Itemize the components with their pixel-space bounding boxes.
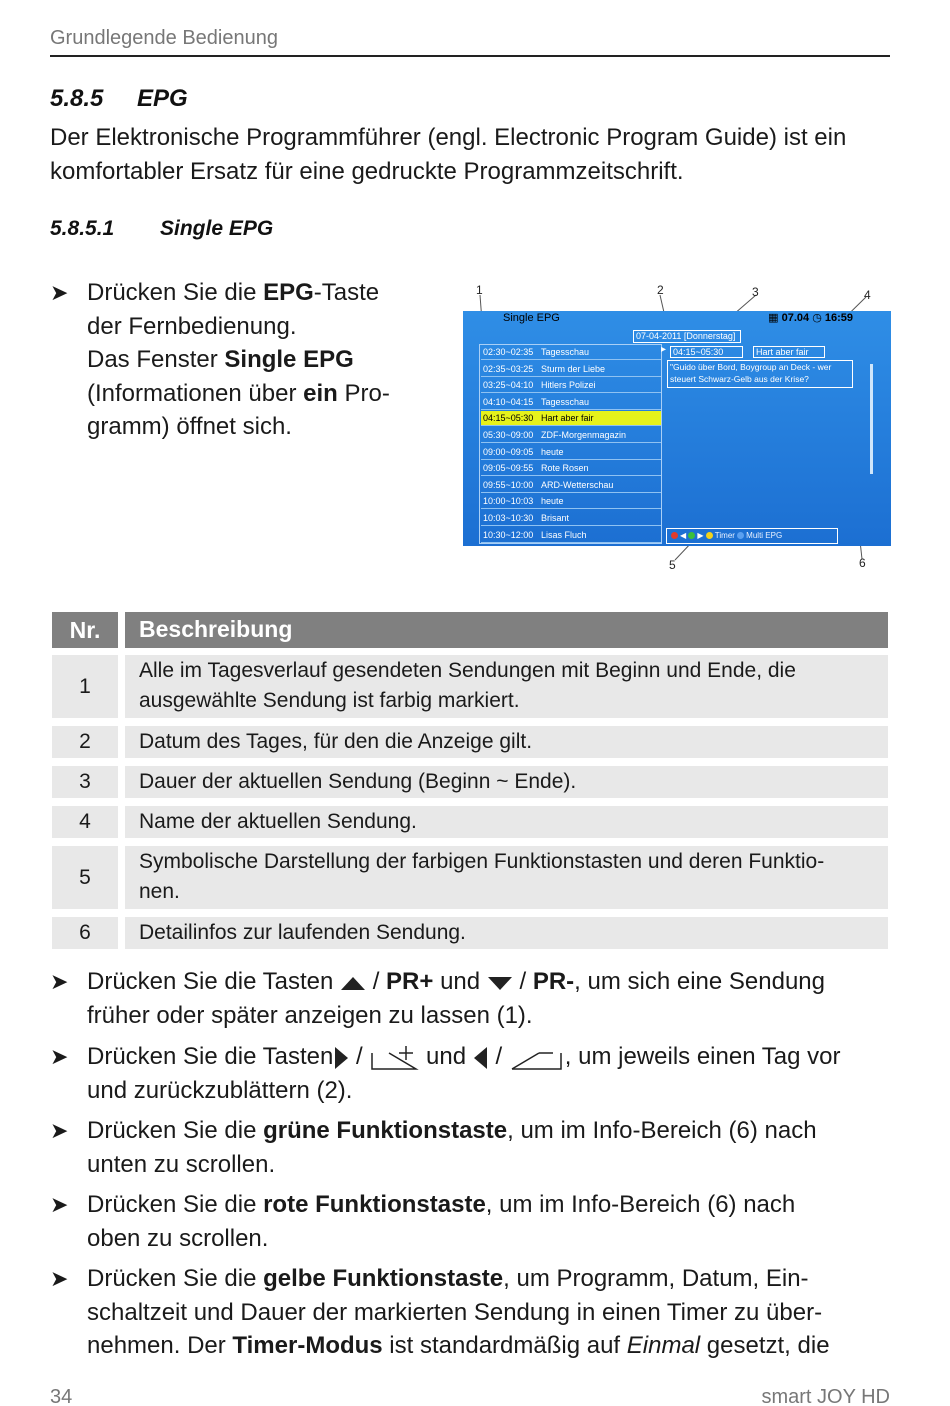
row-description: Alle im Tagesverlauf gesendeten Sendungen mit Beginn und Ende, die ausgewählte Sendung ist farbig markiert. — [125, 655, 888, 718]
arrow-bullet-icon: ➤ — [50, 1192, 69, 1217]
triangle-up-icon — [340, 975, 366, 991]
callout-6: 6 — [859, 556, 866, 570]
row-description: Detailinfos zur laufenden Sendung. — [125, 917, 888, 949]
section-number: 5.8.5 — [50, 85, 104, 112]
triangle-left-icon — [473, 1046, 489, 1070]
right-arrow-icon: ▶ — [697, 531, 704, 540]
event-row[interactable]: 09:05~09:55 Rote Rosen — [481, 461, 661, 476]
single-epg-screenshot — [463, 283, 893, 573]
section-title: EPG — [137, 85, 188, 112]
bullet1-line: (Informationen über ein Pro- — [87, 379, 390, 407]
header-description: Beschreibung — [125, 612, 888, 648]
callout-5: 5 — [669, 558, 676, 572]
row-number: 3 — [52, 766, 118, 798]
event-row[interactable]: 05:30~09:00 ZDF-Morgenmagazin — [481, 428, 661, 443]
row-number: 1 — [52, 655, 118, 718]
row-number: 4 — [52, 806, 118, 838]
triangle-right-icon — [333, 1046, 349, 1070]
info-scrollbar — [870, 364, 873, 474]
arrow-bullet-icon: ➤ — [50, 1118, 69, 1143]
event-row[interactable]: 09:00~09:05 heute — [481, 445, 661, 460]
product-name: smart JOY HD — [761, 1386, 890, 1406]
row-number: 5 — [52, 846, 118, 909]
event-duration: 04:15~05:30 — [670, 346, 743, 358]
arrow-bullet-icon: ➤ — [50, 1044, 69, 1069]
callout-2: 2 — [657, 283, 664, 297]
intro-line-1: Der Elektronische Programmführer (engl. Electronic Program Guide) ist ein — [50, 124, 847, 151]
row-description: Datum des Tages, für den die Anzeige gilt. — [125, 726, 888, 758]
event-row[interactable]: 03:25~04:10 Hitlers Polizei — [481, 378, 661, 393]
screen-title: Single EPG — [503, 312, 560, 324]
bullet-press-epg — [50, 276, 430, 446]
bullet1-line: gramm) öffnet sich. — [87, 413, 292, 440]
header-nr: Nr. — [52, 612, 118, 648]
page-plus-icon — [369, 1045, 419, 1071]
row-description: Name der aktuellen Sendung. — [125, 806, 888, 838]
row-description: Symbolische Darstellung der farbigen Funktionstasten und deren Funktio- nen. — [125, 846, 888, 909]
bullet1-line: Drücken Sie die EPG-Taste — [87, 279, 380, 306]
bullet1-line: Das Fenster Single EPG — [87, 346, 354, 373]
event-info: "Guido über Bord, Boygroup an Deck - wer steuert Schwarz-Gelb aus der Krise? — [667, 360, 853, 388]
event-row[interactable]: 02:35~03:25 Sturm der Liebe — [481, 362, 661, 377]
callout-3: 3 — [752, 285, 759, 299]
tv-screen — [463, 311, 891, 546]
event-row[interactable]: 10:30~12:00 Lisas Fluch — [481, 528, 661, 543]
play-marker-icon: ▸ — [661, 344, 667, 355]
screen-clock: ▦ 07.04 ◷ 16:59 — [768, 312, 853, 324]
callout-1: 1 — [476, 283, 483, 297]
header-rule — [50, 55, 890, 57]
bullet1-line: der Fernbedienung. — [87, 312, 297, 340]
blue-key-icon — [737, 532, 744, 539]
table-row — [52, 655, 888, 718]
running-head: Grundlegende Bedienung — [50, 27, 278, 49]
list-date: 07-04-2011 [Donnerstag] — [633, 330, 741, 343]
table-row — [52, 917, 888, 949]
page-minus-icon — [509, 1045, 565, 1071]
triangle-down-icon — [487, 975, 513, 991]
arrow-bullet-icon: ➤ — [50, 1266, 69, 1291]
event-row[interactable]: 10:00~10:03 heute — [481, 494, 661, 509]
page-number: 34 — [50, 1386, 73, 1406]
bullet-red-key: ➤ Drücken Sie die rote Funktionstaste, um im Info-Bereich (6) nach oben zu scrollen. — [50, 1188, 900, 1258]
arrow-bullet-icon: ➤ — [50, 969, 69, 994]
row-number: 2 — [52, 726, 118, 758]
subsection-number: 5.8.5.1 — [50, 217, 115, 240]
intro-line-2: komfortabler Ersatz für eine gedruckte Programmzeitschrift. — [50, 158, 684, 185]
subsection-title: Single EPG — [160, 217, 274, 240]
callout-4: 4 — [864, 288, 871, 302]
bullet-pr-keys: ➤ Drücken Sie die Tasten / PR+ und / PR-, um sich eine Sendung früher oder später anzeigen zu lassen (1). — [50, 965, 900, 1035]
bullet-green-key: ➤ Drücken Sie die grüne Funktionstaste, um im Info-Bereich (6) nach unten zu scrollen. — [50, 1114, 900, 1184]
green-key-icon — [688, 532, 695, 539]
event-name: Hart aber fair — [753, 346, 825, 358]
row-number: 6 — [52, 917, 118, 949]
event-row[interactable]: 10:03~10:30 Brisant — [481, 511, 661, 526]
clock-icon: ◷ — [812, 312, 822, 324]
arrow-bullet-icon: ➤ — [50, 280, 69, 305]
table-row — [52, 726, 888, 758]
table-row — [52, 806, 888, 838]
table-row — [52, 846, 888, 909]
row-description: Dauer der aktuellen Sendung (Beginn ~ Ende). — [125, 766, 888, 798]
event-row[interactable]: 09:55~10:00 ARD-Wetterschau — [481, 478, 661, 493]
bullet-yellow-key: ➤ Drücken Sie die gelbe Funktionstaste, um Programm, Datum, Ein- schaltzeit und Dauer der markierten Sendung in einen Timer zu über- nehmen. Der Timer-Modus ist standardmäßig auf Einmal gesetzt, die — [50, 1262, 900, 1366]
event-row[interactable]: 04:10~04:15 Tagesschau — [481, 395, 661, 410]
calendar-icon: ▦ — [768, 312, 779, 324]
left-arrow-icon: ◀ — [680, 531, 687, 540]
red-key-icon — [671, 532, 678, 539]
table-row — [52, 766, 888, 798]
event-row[interactable]: 02:30~02:35 Tagesschau — [481, 345, 661, 360]
table-header — [52, 612, 888, 648]
event-row-selected[interactable]: 04:15~05:30 Hart aber fair — [481, 411, 661, 426]
yellow-key-icon — [706, 532, 713, 539]
bullet-day-keys: ➤ Drücken Sie die Tasten / und / , um jeweils einen Tag vor und zurückzublättern (2). — [50, 1040, 900, 1110]
event-list — [479, 344, 662, 544]
function-keys: ◀ ▶ Timer Multi EPG — [666, 528, 838, 544]
